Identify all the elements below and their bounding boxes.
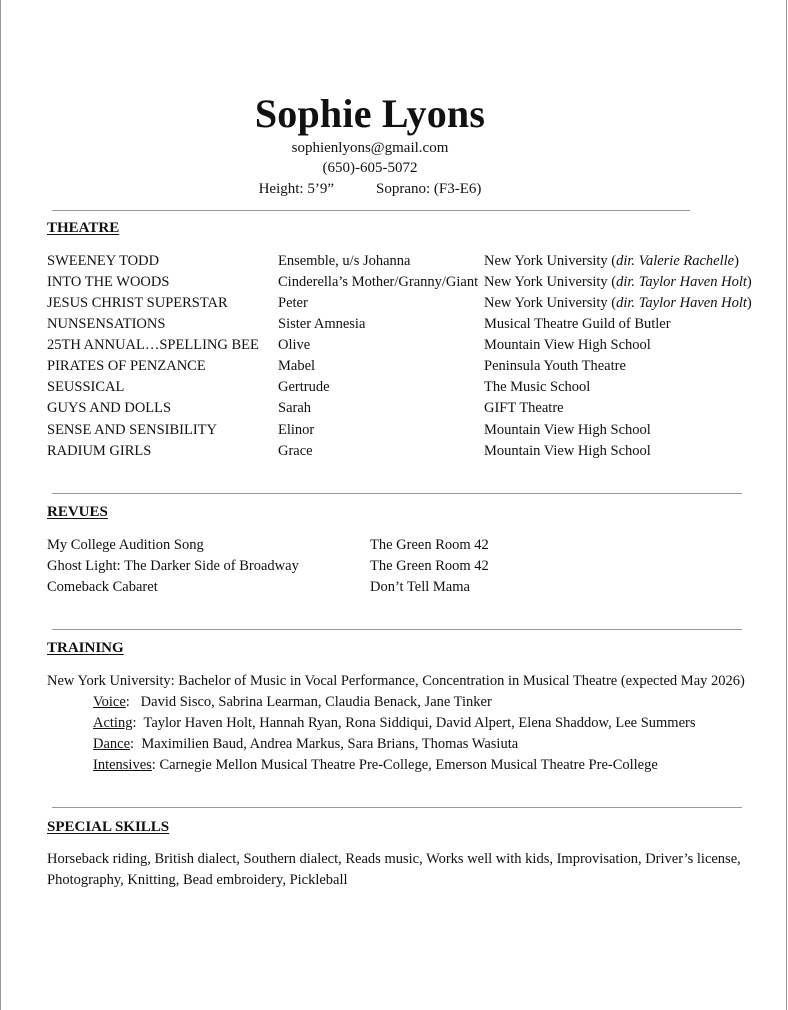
email-text: sophienlyons@gmail.com (291, 140, 449, 156)
venue: Mountain View High School (484, 422, 651, 438)
revue-venue: The Green Room 42 (370, 558, 489, 574)
revue-title: Ghost Light: The Darker Side of Broadway (47, 558, 299, 574)
venue: New York University (dir. Valerie Rachelle) (484, 253, 739, 269)
list-item (0, 558, 788, 579)
show-title: SEUSSICAL (47, 379, 125, 395)
venue: GIFT Theatre (484, 400, 564, 416)
training-degree: New York University: Bachelor of Music in Vocal Performance, Concentration in Musical Theatre (expected May 2026) (47, 673, 745, 689)
venue: Mountain View High School (484, 337, 651, 353)
training-voice: Voice: David Sisco, Sabrina Learman, Claudia Benack, Jane Tinker (93, 694, 492, 710)
show-title: INTO THE WOODS (47, 274, 170, 290)
venue: The Music School (484, 379, 591, 395)
role: Sister Amnesia (278, 316, 366, 332)
training-intensives: Intensives: Carnegie Mellon Musical Theatre Pre-College, Emerson Musical Theatre Pre-College (93, 757, 658, 773)
table-row (0, 337, 788, 358)
role: Cinderella’s Mother/Granny/Giant (278, 274, 479, 290)
show-title: 25TH ANNUAL…SPELLING BEE (47, 337, 259, 353)
show-title: RADIUM GIRLS (47, 443, 152, 459)
divider-revues (52, 629, 742, 630)
training-label: Voice (93, 694, 126, 710)
table-row (0, 274, 788, 295)
role: Peter (278, 295, 308, 311)
show-title: GUYS AND DOLLS (47, 400, 172, 416)
venue: Musical Theatre Guild of Butler (484, 316, 671, 332)
revue-title: My College Audition Song (47, 537, 204, 553)
section-heading-theatre: THEATRE (47, 220, 120, 236)
table-row (0, 253, 788, 274)
show-title: NUNSENSATIONS (47, 316, 166, 332)
phone-text: (650)-605-5072 (322, 160, 418, 176)
resume-name: Sophie Lyons (254, 91, 486, 136)
role: Gertrude (278, 379, 330, 395)
list-item (0, 537, 788, 558)
height-text: Height: 5’9” (258, 181, 334, 197)
show-title: SENSE AND SENSIBILITY (47, 422, 217, 438)
section-heading-training: TRAINING (47, 640, 124, 656)
role: Mabel (278, 358, 316, 374)
revue-venue: Don’t Tell Mama (370, 579, 470, 595)
show-title: JESUS CHRIST SUPERSTAR (47, 295, 228, 311)
table-row (0, 400, 788, 421)
specs-line (0, 181, 740, 198)
table-row (0, 422, 788, 443)
venue: Peninsula Youth Theatre (484, 358, 626, 374)
voice-type-text: Soprano: (F3-E6) (376, 181, 482, 197)
section-heading-skills: SPECIAL SKILLS (47, 819, 170, 835)
table-row (0, 295, 788, 316)
venue: New York University (dir. Taylor Haven Holt) (484, 274, 752, 290)
training-label: Dance (93, 736, 131, 752)
revue-venue: The Green Room 42 (370, 537, 489, 553)
venue: Mountain View High School (484, 443, 651, 459)
training-acting: Acting: Taylor Haven Holt, Hannah Ryan, Rona Siddiqui, David Alpert, Elena Shaddow, Lee Summers (93, 715, 696, 731)
training-dance: Dance: Maximilien Baud, Andrea Markus, Sara Brians, Thomas Wasiuta (93, 736, 519, 752)
section-heading-revues: REVUES (47, 504, 108, 520)
table-row (0, 358, 788, 379)
show-title: PIRATES OF PENZANCE (47, 358, 206, 374)
divider-theatre (52, 493, 742, 494)
table-row (0, 379, 788, 400)
revue-title: Comeback Cabaret (47, 579, 158, 595)
divider-training (52, 807, 742, 808)
show-title: SWEENEY TODD (47, 253, 160, 269)
role: Grace (278, 443, 313, 459)
skills-line-1: Horseback riding, British dialect, Southern dialect, Reads music, Works well with kids, Improvisation, Driver’s license, (47, 851, 741, 867)
role: Ensemble, u/s Johanna (278, 253, 411, 269)
table-row (0, 443, 788, 464)
page-border-right (786, 0, 787, 1010)
training-label: Acting (93, 715, 133, 731)
venue: New York University (dir. Taylor Haven Holt) (484, 295, 752, 311)
role: Olive (278, 337, 311, 353)
list-item (0, 579, 788, 600)
divider-header (52, 210, 690, 211)
training-label: Intensives (93, 757, 152, 773)
skills-line-2: Photography, Knitting, Bead embroidery, Pickleball (47, 872, 348, 888)
role: Elinor (278, 422, 315, 438)
table-row (0, 316, 788, 337)
role: Sarah (278, 400, 312, 416)
